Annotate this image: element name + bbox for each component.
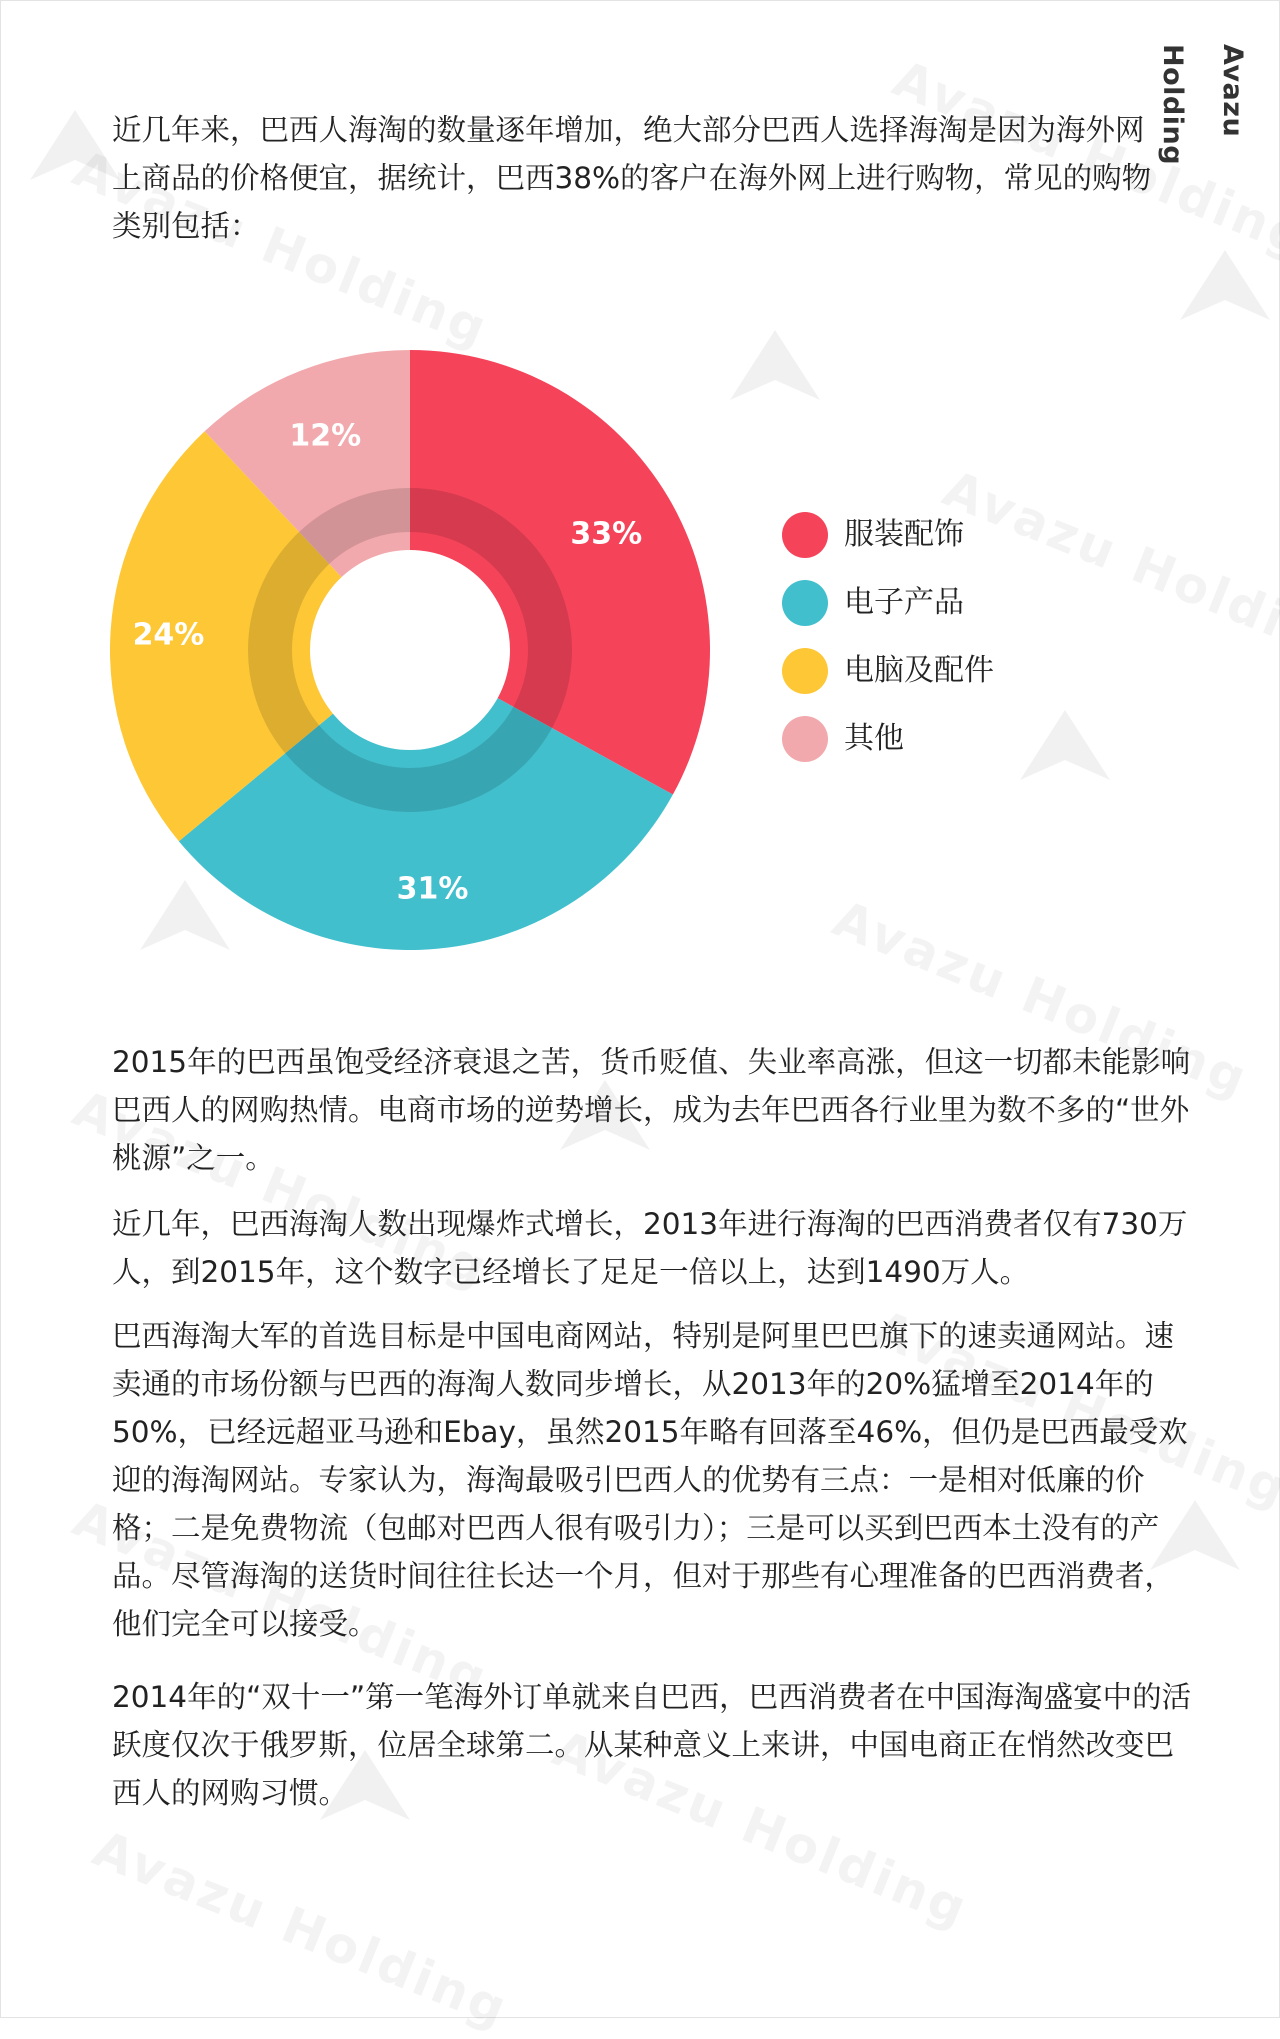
donut-hole <box>310 550 510 750</box>
legend-swatch <box>782 716 828 762</box>
legend-swatch <box>782 580 828 626</box>
legend-label: 服装配饰 <box>844 517 964 552</box>
brand-name: Avazu Holding <box>1157 44 1248 166</box>
chart-legend <box>782 508 1082 780</box>
body-paragraph: 2015年的巴西虽饱受经济衰退之苦，货币贬值、失业率高涨，但这一切都未能影响巴西人的网购热情。电商市场的逆势增长，成为去年巴西各行业里为数不多的“世外桃源”之一。 <box>112 1045 1191 1175</box>
legend-item <box>782 508 1082 576</box>
body-paragraph: 近几年，巴西海淘人数出现爆炸式增长，2013年进行海淘的巴西消费者仅有730万人，到2015年，这个数字已经增长了足足一倍以上，达到1490万人。 <box>112 1207 1188 1289</box>
data-label: 33% <box>570 516 643 552</box>
legend-label: 电脑及配件 <box>844 653 994 688</box>
legend-item <box>782 576 1082 644</box>
body-paragraph: 2014年的“双十一”第一笔海外订单就来自巴西，巴西消费者在中国海淘盛宴中的活跃度仅次于俄罗斯，位居全球第二。从某种意义上来讲，中国电商正在悄然改变巴西人的网购习惯。 <box>112 1680 1192 1810</box>
legend-item <box>782 644 1082 712</box>
legend-swatch <box>782 648 828 694</box>
legend-label: 其他 <box>844 721 904 756</box>
data-label: 24% <box>132 617 205 653</box>
legend-swatch <box>782 512 828 558</box>
legend-item <box>782 712 1082 780</box>
body-paragraph: 巴西海淘大军的首选目标是中国电商网站，特别是阿里巴巴旗下的速卖通网站。速卖通的市场份额与巴西的海淘人数同步增长，从2013年的20%猛增至2014年的50%，已经远超亚马逊和Ebay，虽然2015年略有回落至46%，但仍是巴西最受欢迎的海淘网站。专家认为，海淘最吸引巴西人的优势有三点：一是相对低廉的价格；二是免费物流（包邮对巴西人很有吸引力）；三是可以买到巴西本土没有的产品。尽管海淘的送货时间往往长达一个月，但对于那些有心理准备的巴西消费者，他们完全可以接受。 <box>112 1319 1188 1641</box>
intro-paragraph: 近几年来，巴西人海淘的数量逐年增加，绝大部分巴西人选择海淘是因为海外网上商品的价格便宜，据统计，巴西38%的客户在海外网上进行购物，常见的购物类别包括： <box>112 113 1152 243</box>
data-label: 12% <box>289 418 362 454</box>
legend-label: 电子产品 <box>844 585 964 620</box>
brand-logo <box>1157 44 1262 254</box>
donut-chart <box>100 340 720 960</box>
data-label: 31% <box>396 871 469 907</box>
